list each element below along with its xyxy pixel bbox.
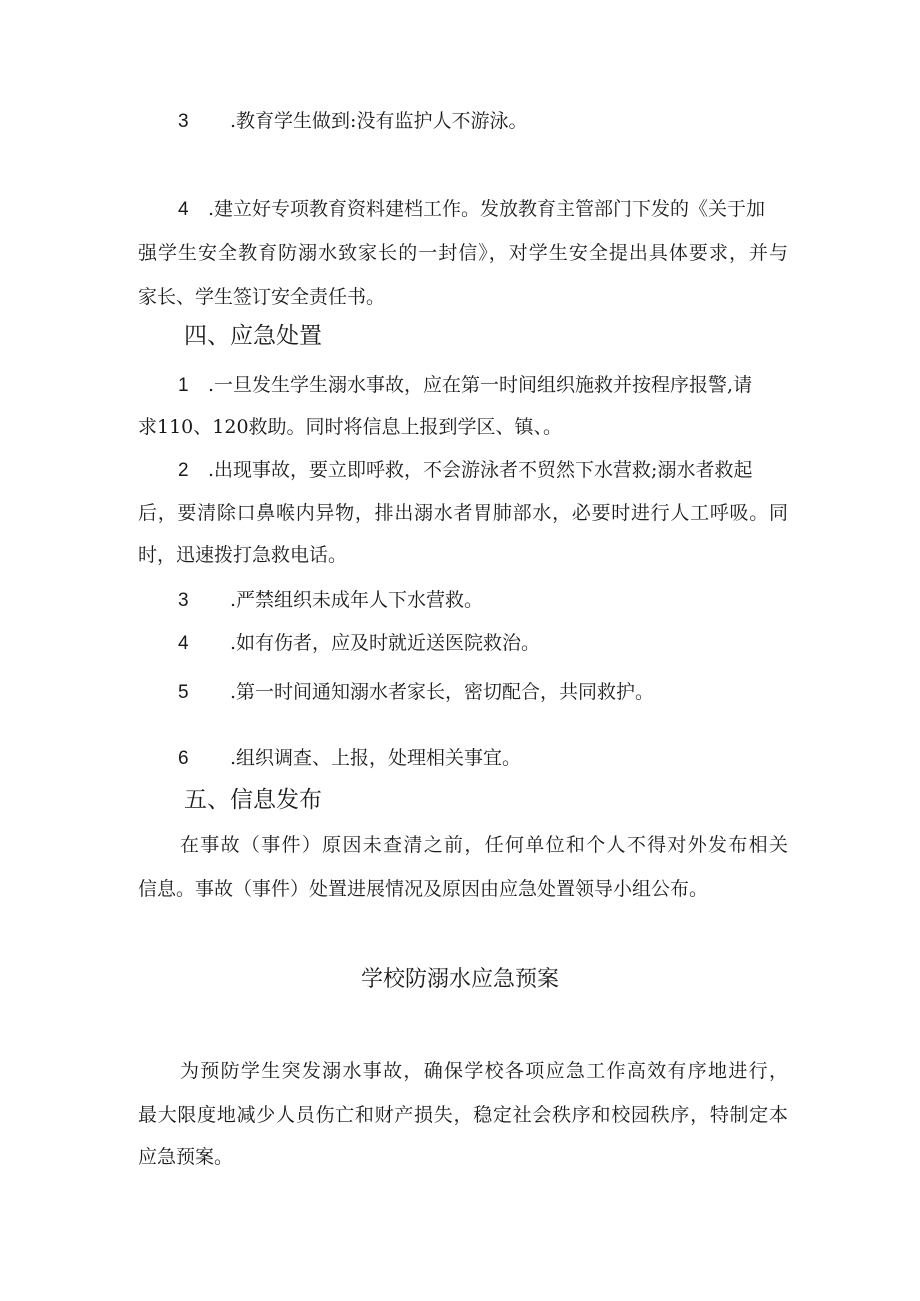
- item-4-6: [178, 746, 522, 771]
- item-4-2: [178, 458, 753, 483]
- item-text: .出现事故，要立即呼救，不会游泳者不贸然下水营救;溺水者救起: [208, 459, 753, 481]
- section-5-para-line-2: 信息。事故（事件）处置进展情况及原因由应急处置领导小组公布。: [138, 878, 709, 900]
- item-4-4: [178, 631, 541, 656]
- item-text: .严禁组织未成年人下水营救。: [230, 589, 484, 611]
- item-3-3: [178, 109, 528, 134]
- section-5-para-line-1: 在事故（事件）原因未查清之前，任何单位和个人不得对外发布相关: [180, 834, 788, 856]
- plan-para-line-1: 为预防学生突发溺水事故，确保学校各项应急工作高效有序地进行，: [180, 1060, 788, 1082]
- item-text: .建立好专项教育资料建档工作。发放教育主管部门下发的《关于加: [208, 198, 766, 220]
- item-4-1-cont-1: 求110、120救助。同时将信息上报到学区、镇、。: [138, 416, 563, 438]
- item-3-4-cont-2: 家长、学生签订安全责任书。: [138, 286, 386, 308]
- item-number: 4: [178, 199, 189, 220]
- item-text: .组织调查、上报，处理相关事宜。: [230, 747, 522, 769]
- section-4-heading: 四、应急处置: [184, 323, 322, 349]
- item-4-2-cont-1: 后，要清除口鼻喉内异物，排出溺水者胃肺部水，必要时进行人工呼吸。同: [138, 502, 788, 524]
- item-number: 3: [178, 111, 189, 132]
- item-text: .第一时间通知溺水者家长，密切配合，共同救护。: [230, 681, 655, 703]
- item-number: 3: [178, 590, 189, 611]
- item-number: 2: [178, 460, 189, 481]
- item-4-1: [178, 373, 753, 398]
- document-title: 学校防溺水应急预案: [360, 967, 559, 992]
- item-3-4: [178, 197, 766, 222]
- item-number: 6: [178, 748, 189, 769]
- item-number: 1: [178, 375, 189, 396]
- item-text: .如有伤者，应及时就近送医院救治。: [230, 632, 541, 654]
- plan-para-line-3: 应急预案。: [138, 1146, 234, 1168]
- item-text: .一旦发生学生溺水事故，应在第一时间组织施救并按程序报警,请: [208, 374, 753, 396]
- item-4-3: [178, 588, 484, 613]
- section-5-heading: 五、信息发布: [184, 787, 322, 813]
- item-number: 5: [178, 682, 189, 703]
- item-3-4-cont-1: 强学生安全教育防溺水致家长的一封信》，对学生安全提出具体要求，并与: [138, 242, 788, 264]
- plan-para-line-2: 最大限度地减少人员伤亡和财产损失，稳定社会秩序和校园秩序，特制定本: [138, 1104, 788, 1126]
- item-4-5: [178, 680, 655, 705]
- item-text: .教育学生做到:没有监护人不游泳。: [230, 110, 528, 132]
- item-number: 4: [178, 633, 189, 654]
- item-4-2-cont-2: 时，迅速拨打急救电话。: [138, 544, 348, 566]
